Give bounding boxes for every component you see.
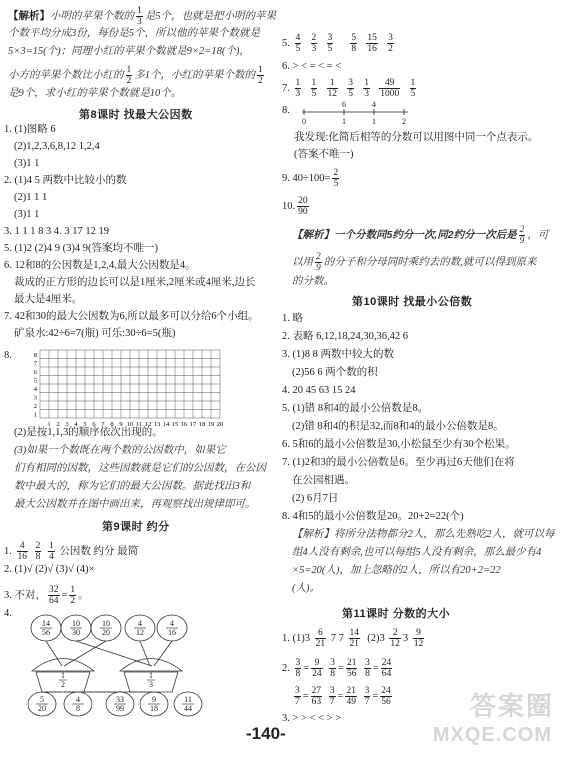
svg-text:30: 30 xyxy=(72,628,80,637)
analysis-line: 5×3=15(个)；同理小红的苹果个数就是9×2=18(个)， xyxy=(8,46,250,57)
x-tick-label: 4 xyxy=(74,421,78,428)
svg-text:10: 10 xyxy=(72,619,80,628)
answer-line: $\frac{3}{7}$ = $\frac{27}{63}$ $\frac{3}{7}$ = $\frac{21}{49}$ $\frac{3}{7}$ = $\frac{24}{56}$ xyxy=(295,686,391,707)
x-tick-label: 17 xyxy=(189,421,197,428)
x-tick-label: 5 xyxy=(83,421,87,428)
answer-line: 5. $\frac{4}{5}$ $\frac{2}{3}$ $\frac{3}{5}$ $\frac{5}{8}$ $\frac{15}{16}$ $\frac{3}{2}$ xyxy=(282,33,393,54)
answer-line: 矿泉水:42÷6=7(瓶) 可乐:30÷6=5(瓶) xyxy=(14,328,176,339)
svg-text:3: 3 xyxy=(149,680,153,689)
answer-line: 9. 40÷100= $\frac{2}{5}$ xyxy=(282,168,339,189)
y-tick-label: 4 xyxy=(33,386,37,393)
svg-text:9: 9 xyxy=(152,695,156,704)
x-tick-label: 13 xyxy=(153,421,161,428)
x-tick-label: 16 xyxy=(180,421,188,428)
answer-line: 在公园相遇。 xyxy=(292,475,355,486)
fraction: $\frac{4}{16}$ xyxy=(17,541,27,562)
answer-line: (2)56 6 两个数的积 xyxy=(292,367,378,378)
analysis-line: 组4人没有剩余,也可以每组5人没有剩余，那么最少有4 xyxy=(292,547,542,558)
answer-line: (3)1 1 xyxy=(14,209,40,220)
svg-text:18: 18 xyxy=(150,704,158,713)
answer-line: 3. 1 1 1 8 3 4. 3 17 12 19 xyxy=(4,226,109,237)
analysis-line: 的分数。 xyxy=(292,276,334,287)
answer-line: 裁成的正方形的边长可以是1厘米,2厘米或4厘米,边长 xyxy=(14,277,256,288)
svg-text:99: 99 xyxy=(116,704,124,713)
x-tick-label: 19 xyxy=(207,421,215,428)
svg-text:4: 4 xyxy=(372,100,376,109)
analysis-line: 是9个，求小红的苹果个数就是10个。 xyxy=(8,88,182,99)
x-tick-label: 20 xyxy=(216,421,224,428)
answer-line: 1. (1)3 $\frac{6}{21}$ 7 7 $\frac{14}{21}$ (2)3 $\frac{2}{12}$ 3 $\frac{9}{12}$ xyxy=(282,628,424,649)
answer-line: 1. 略 xyxy=(282,313,303,324)
answer-line: 数中最大的，称为它们的最大公因数。据此找出3和 xyxy=(14,481,251,492)
x-tick-label: 6 xyxy=(92,421,96,428)
answer-line: 6. 12和8的公因数是1,2,4,最大公因数是4。 xyxy=(4,260,196,271)
answer-line: (2)1,2,3,6,8,12 1,2,4 xyxy=(14,141,100,152)
answer-line: 2. (1)4 5 两数中比较小的数 xyxy=(4,175,127,186)
answer-line: 5. (1)2 (2)4 9 (3)4 9(答案均不唯一) xyxy=(4,243,158,254)
svg-text:6: 6 xyxy=(342,100,346,109)
answer-line: 8. xyxy=(4,350,12,361)
watermark-url: MXQE.COM xyxy=(432,724,552,746)
answer-line: (答案不唯一) xyxy=(294,149,354,160)
section-title: 第11课时 分数的大小 xyxy=(342,608,451,620)
svg-text:2: 2 xyxy=(61,680,65,689)
svg-text:1: 1 xyxy=(372,117,376,126)
analysis-line: (人)。 xyxy=(292,583,320,594)
fraction: $\frac{1}{2}$ xyxy=(258,65,263,86)
svg-text:11: 11 xyxy=(184,695,192,704)
answer-line: (3)1 1 xyxy=(14,158,40,169)
answer-line: (2)1 1 1 xyxy=(14,192,48,203)
y-tick-label: 1 xyxy=(33,411,37,419)
answer-line: 最大是4厘米。 xyxy=(14,294,83,305)
x-tick-label: 2 xyxy=(56,421,60,428)
page-number: -140- xyxy=(246,724,286,743)
answer-line: (2)错 8和4的积是32,而8和4的最小公倍数是8。 xyxy=(292,421,504,432)
fraction: $\frac{2}{8}$ xyxy=(35,541,41,562)
answer-line: 们有相同的因数，这些因数就是它们的公因数，在公因 xyxy=(14,463,266,474)
svg-text:56: 56 xyxy=(42,628,50,637)
svg-text:4: 4 xyxy=(170,619,174,628)
svg-text:16: 16 xyxy=(168,628,176,637)
x-tick-label: 3 xyxy=(65,421,69,428)
answer-line: (2)是按1,1,3的顺序依次出现的。 xyxy=(14,427,163,438)
x-tick-label: 8 xyxy=(110,421,114,428)
svg-text:4: 4 xyxy=(138,619,142,628)
y-tick-label: 2 xyxy=(33,403,37,410)
grid-lines xyxy=(40,350,220,418)
svg-text:44: 44 xyxy=(184,704,192,713)
fraction: $\frac{1}{2}$ xyxy=(126,65,132,86)
svg-text:0: 0 xyxy=(302,117,306,126)
x-tick-label: 9 xyxy=(119,421,123,428)
answer-line: 我发现:化简后相等的分数可以用图中同一个点表示。 xyxy=(294,132,539,143)
answer-line: 4. xyxy=(4,608,12,619)
analysis-line: 小方的苹果个数比小红的 $\frac{1}{2}$ 多1个，小红的苹果个数的 $\frac{1}{2}$ xyxy=(8,65,263,86)
svg-text:8: 8 xyxy=(76,704,80,713)
section-title: 第9课时 约分 xyxy=(102,521,170,533)
answer-line: 8. xyxy=(282,105,290,116)
fraction: $\frac{32}{64}$ xyxy=(49,585,59,606)
y-tick-label: 6 xyxy=(33,369,37,376)
x-tick-label: 11 xyxy=(135,421,143,428)
section-title: 第10课时 找最小公倍数 xyxy=(352,296,473,308)
answer-line: (2) 6月7日 xyxy=(292,493,339,504)
answer-line: 3. 不对， $\frac{32}{64}$ = $\frac{1}{2}$ 。 xyxy=(4,585,89,606)
svg-text:33: 33 xyxy=(116,695,124,704)
answer-line: 1. $\frac{4}{16}$ $\frac{2}{8}$ $\frac{1}{4}$ 公因数 约分 最简 xyxy=(4,541,139,562)
svg-text:4: 4 xyxy=(76,695,80,704)
answer-line: 2. $\frac{3}{8}$ = $\frac{9}{24}$ $\frac{3}{8}$ = $\frac{21}{56}$ $\frac{3}{8}$ = $\frac{24}{64}$ xyxy=(282,658,392,679)
svg-text:5: 5 xyxy=(40,695,44,704)
svg-text:10: 10 xyxy=(102,619,110,628)
grid-chart xyxy=(26,346,226,428)
answer-line: 6. 5和6的最小公倍数是30,小松鼠至少有30个松果。 xyxy=(282,439,516,450)
x-tick-label: 14 xyxy=(162,421,170,428)
answer-line: 6. > < = < = < xyxy=(282,61,342,72)
x-tick-label: 18 xyxy=(198,421,206,428)
answer-line: 1. (1)图略 6 xyxy=(4,124,56,135)
analysis-line: 以用 $\frac{2}{9}$ 的分子和分母同时乘约去的数,就可以得到原来 xyxy=(292,252,537,273)
answer-line: 10. $\frac{20}{90}$ xyxy=(282,196,308,217)
svg-text:1: 1 xyxy=(149,671,153,680)
analysis-line: ×5=20(人)，加上忽略的2人，所以有20+2=22 xyxy=(292,565,501,576)
x-tick-label: 7 xyxy=(101,421,105,428)
analysis-line: 【解析】小明的苹果个数的 $\frac{1}{3}$ 是5个，也就是把小明的苹果 xyxy=(8,6,276,27)
svg-text:1: 1 xyxy=(342,117,346,126)
answer-line: 7. (1)2和3的最小公倍数是6。至少再过6天他们在将 xyxy=(282,457,515,468)
svg-text:1: 1 xyxy=(61,671,65,680)
analysis-line: 个数平均分成3份，每份是5个，所以他的苹果个数就是 xyxy=(8,28,260,39)
y-axis-labels xyxy=(34,352,38,419)
watermark: 答案圈 xyxy=(469,691,554,721)
peach-basket-illustration xyxy=(22,606,212,718)
y-tick-label: 8 xyxy=(33,352,37,359)
x-tick-label: 1 xyxy=(47,421,51,428)
answer-line: 8. 4和5的最小公倍数是20。20+2=22(个) xyxy=(282,511,464,522)
fraction: $\frac{1}{4}$ xyxy=(49,541,54,562)
svg-text:2: 2 xyxy=(402,117,406,126)
analysis-line: 【解析】一个分数同5约分一次,同2约分一次后是 $\frac{2}{9}$ ，可 xyxy=(292,225,549,246)
section-title: 第8课时 找最大公因数 xyxy=(79,109,193,121)
answer-line: 2. 表略 6,12,18,24,30,36,42 6 xyxy=(282,331,408,342)
analysis-line: 【解析】将所分法物都分2人，那么先熟吃2人，就可以每 xyxy=(292,529,555,540)
y-tick-label: 5 xyxy=(33,377,37,385)
svg-text:20: 20 xyxy=(102,628,110,637)
answer-line: 2. (1)√ (2)√ (3)√ (4)× xyxy=(4,564,95,575)
answer-line: 4. 20 45 63 15 24 xyxy=(282,385,356,396)
answer-line: (3)如果一个数既在两个数的公因数中，如果它 xyxy=(14,445,226,456)
fraction: $\frac{1}{2}$ xyxy=(70,585,76,606)
answer-line: 7. $\frac{1}{3}$ $\frac{1}{5}$ $\frac{1}{12}$ $\frac{3}{5}$ $\frac{1}{3}$ $\frac{49}{1000}$ $\frac{1}{5}$ xyxy=(282,78,416,99)
number-line xyxy=(300,100,410,130)
x-tick-label: 12 xyxy=(144,421,152,428)
svg-text:20: 20 xyxy=(38,704,46,713)
svg-text:14: 14 xyxy=(42,619,50,628)
answer-line: 5. (1)错 8和4的最小公倍数是8。 xyxy=(282,403,429,414)
answer-line: 最大公因数并在图中画出来，再观察找出规律即可。 xyxy=(14,499,256,510)
answer-line: 3. > > < < > > xyxy=(282,713,342,724)
y-tick-label: 3 xyxy=(33,394,37,402)
y-tick-label: 7 xyxy=(33,360,37,368)
answer-line: 7. 42和30的最大公因数为6,所以最多可以分给6个小组。 xyxy=(4,311,259,322)
answer-line: 3. (1)8 8 两数中较大的数 xyxy=(282,349,394,360)
x-tick-label: 10 xyxy=(126,421,134,428)
svg-text:12: 12 xyxy=(136,628,144,637)
fraction: $\frac{1}{3}$ xyxy=(137,6,142,27)
x-tick-label: 15 xyxy=(171,421,179,428)
